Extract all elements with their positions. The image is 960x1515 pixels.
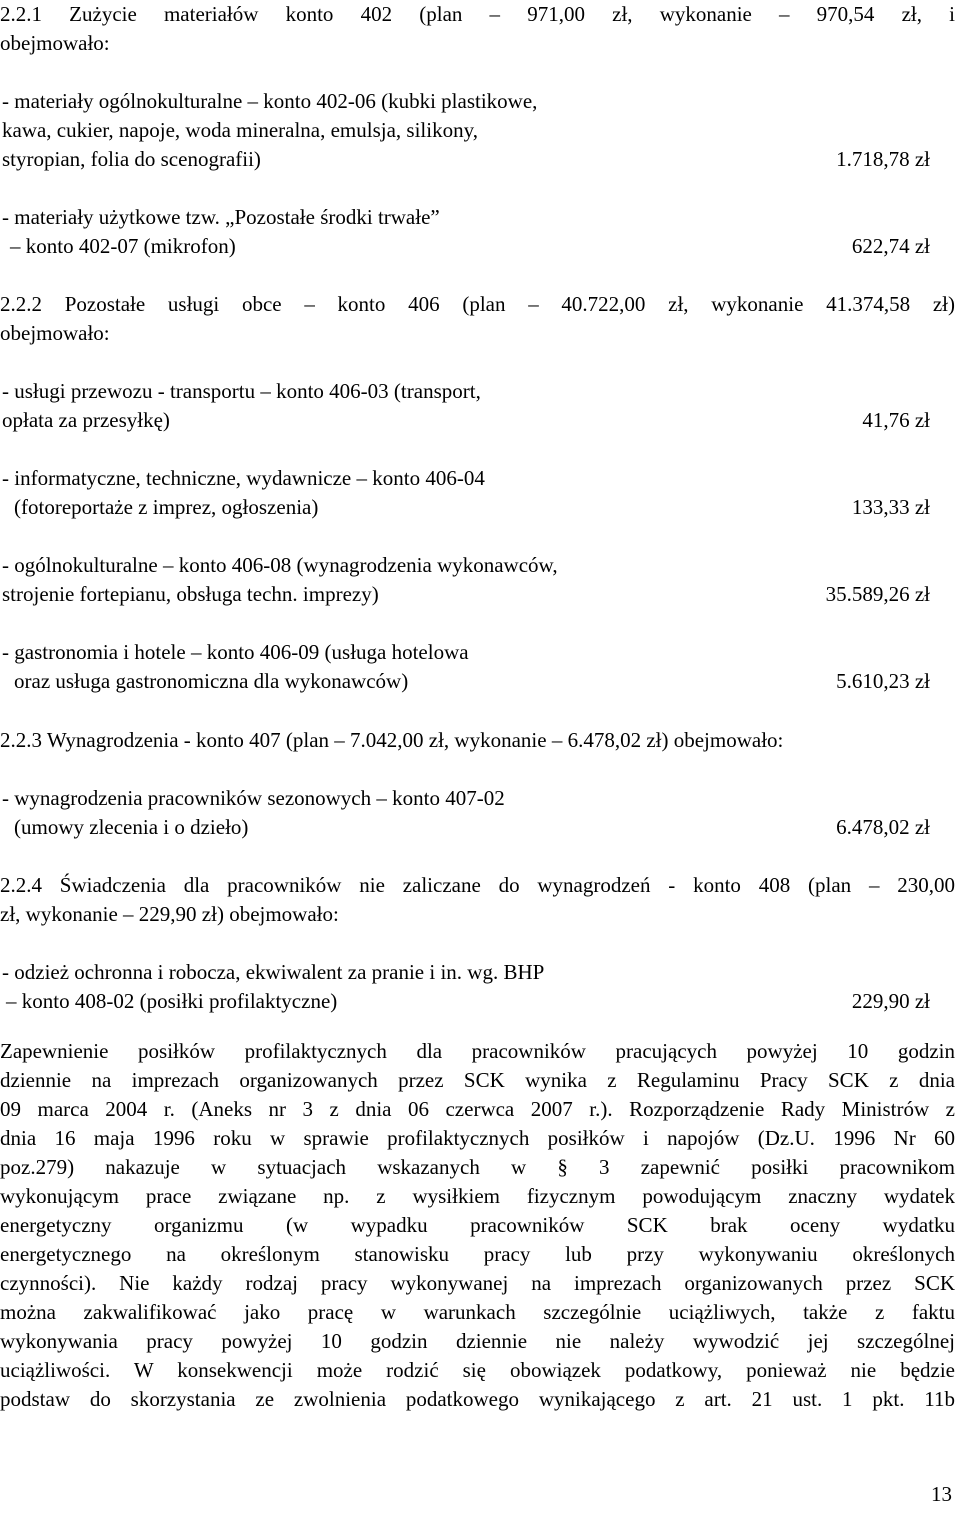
paragraph-line: dnia 16 maja 1996 roku w sprawie profilaktycznych posiłków i napojów (Dz.U. 1996 Nr 60 <box>0 1126 955 1150</box>
item-line: - odzież ochronna i robocza, ekwiwalent za pranie i in. wg. BHP <box>2 960 545 984</box>
paragraph-line: czynności). Nie każdy rodzaj pracy wykonywanej na imprezach organizowanych przez SCK <box>0 1271 955 1295</box>
item-line: (umowy zlecenia i o dzieło) <box>14 815 249 839</box>
item-line: strojenie fortepianu, obsługa techn. imprezy) <box>2 582 379 606</box>
item-line: – konto 402-07 (mikrofon) <box>10 234 236 258</box>
item-line: - materiały użytkowe tzw. „Pozostałe środki trwałe” <box>2 205 440 229</box>
item-line: - usługi przewozu - transportu – konto 406-03 (transport, <box>2 379 481 403</box>
paragraph-line: 09 marca 2004 r. (Aneks nr 3 z dnia 06 czerwca 2007 r.). Rozporządzenie Rady Ministrów z <box>0 1097 955 1121</box>
page-number: 13 <box>931 1482 952 1506</box>
paragraph-line: energetyczny organizmu (w wypadku pracowników SCK brak oceny wydatku <box>0 1213 955 1237</box>
item-line: – konto 408-02 (posiłki profilaktyczne) <box>6 989 338 1013</box>
item-line: - wynagrodzenia pracowników sezonowych – konto 407-02 <box>2 786 505 810</box>
item-line: (fotoreportaże z imprez, ogłoszenia) <box>14 495 319 519</box>
section-heading-2-2-2: 2.2.2 Pozostałe usługi obce – konto 406 (plan – 40.722,00 zł, wykonanie 41.374,58 zł) <box>0 292 955 316</box>
paragraph-line: wykonywania pracy powyżej 10 godzin dziennie nie należy wywodzić jej szczególnej <box>0 1329 955 1353</box>
item-line: styropian, folia do scenografii) <box>2 147 261 171</box>
item-line: kawa, cukier, napoje, woda mineralna, emulsja, silikony, <box>2 118 478 142</box>
item-amount: 1.718,78 zł <box>836 147 930 171</box>
item-amount: 35.589,26 zł <box>825 582 930 606</box>
section-heading-2-2-2-cont: obejmowało: <box>0 321 110 345</box>
item-line: - informatyczne, techniczne, wydawnicze – konto 406-04 <box>2 466 485 490</box>
section-heading-2-2-1-cont: obejmowało: <box>0 31 110 55</box>
paragraph-line: Zapewnienie posiłków profilaktycznych dla pracowników pracujących powyżej 10 godzin <box>0 1039 955 1063</box>
paragraph-line: poz.279) nakazuje w sytuacjach wskazanych w § 3 zapewnić posiłki pracownikom <box>0 1155 955 1179</box>
paragraph-line: można zakwalifikować jako pracę w warunkach szczególnie uciążliwych, także z faktu <box>0 1300 955 1324</box>
item-amount: 622,74 zł <box>851 234 930 258</box>
item-line: oraz usługa gastronomiczna dla wykonawców) <box>14 669 409 693</box>
section-heading-2-2-4-cont: zł, wykonanie – 229,90 zł) obejmowało: <box>0 902 339 926</box>
item-amount: 5.610,23 zł <box>836 669 930 693</box>
item-amount: 6.478,02 zł <box>836 815 930 839</box>
paragraph-line: podstaw do skorzystania ze zwolnienia podatkowego wynikającego z art. 21 ust. 1 pkt. 11b <box>0 1387 955 1411</box>
section-heading-2-2-1: 2.2.1 Zużycie materiałów konto 402 (plan – 971,00 zł, wykonanie – 970,54 zł, i <box>0 2 955 26</box>
item-line: opłata za przesyłkę) <box>2 408 170 432</box>
item-line: - gastronomia i hotele – konto 406-09 (usługa hotelowa <box>2 640 469 664</box>
paragraph-line: wykonującym prace związane np. z wysiłkiem fizycznym powodującym znaczny wydatek <box>0 1184 955 1208</box>
item-amount: 133,33 zł <box>851 495 930 519</box>
section-heading-2-2-3: 2.2.3 Wynagrodzenia - konto 407 (plan – 7.042,00 zł, wykonanie – 6.478,02 zł) obejmowało: <box>0 728 784 752</box>
item-line: - materiały ogólnokulturalne – konto 402-06 (kubki plastikowe, <box>2 89 538 113</box>
paragraph-line: energetycznego na określonym stanowisku pracy lub przy wykonywaniu określonych <box>0 1242 955 1266</box>
item-line: - ogólnokulturalne – konto 406-08 (wynagrodzenia wykonawców, <box>2 553 558 577</box>
body-paragraph <box>0 1037 955 1414</box>
paragraph-line: uciążliwości. W konsekwencji może rodzić się obowiązek podatkowy, ponieważ nie będzie <box>0 1358 955 1382</box>
item-amount: 229,90 zł <box>851 989 930 1013</box>
section-heading-2-2-4: 2.2.4 Świadczenia dla pracowników nie zaliczane do wynagrodzeń - konto 408 (plan – 230,00 <box>0 873 955 897</box>
paragraph-line: dziennie na imprezach organizowanych przez SCK wynika z Regulaminu Pracy SCK z dnia <box>0 1068 955 1092</box>
item-amount: 41,76 zł <box>862 408 930 432</box>
